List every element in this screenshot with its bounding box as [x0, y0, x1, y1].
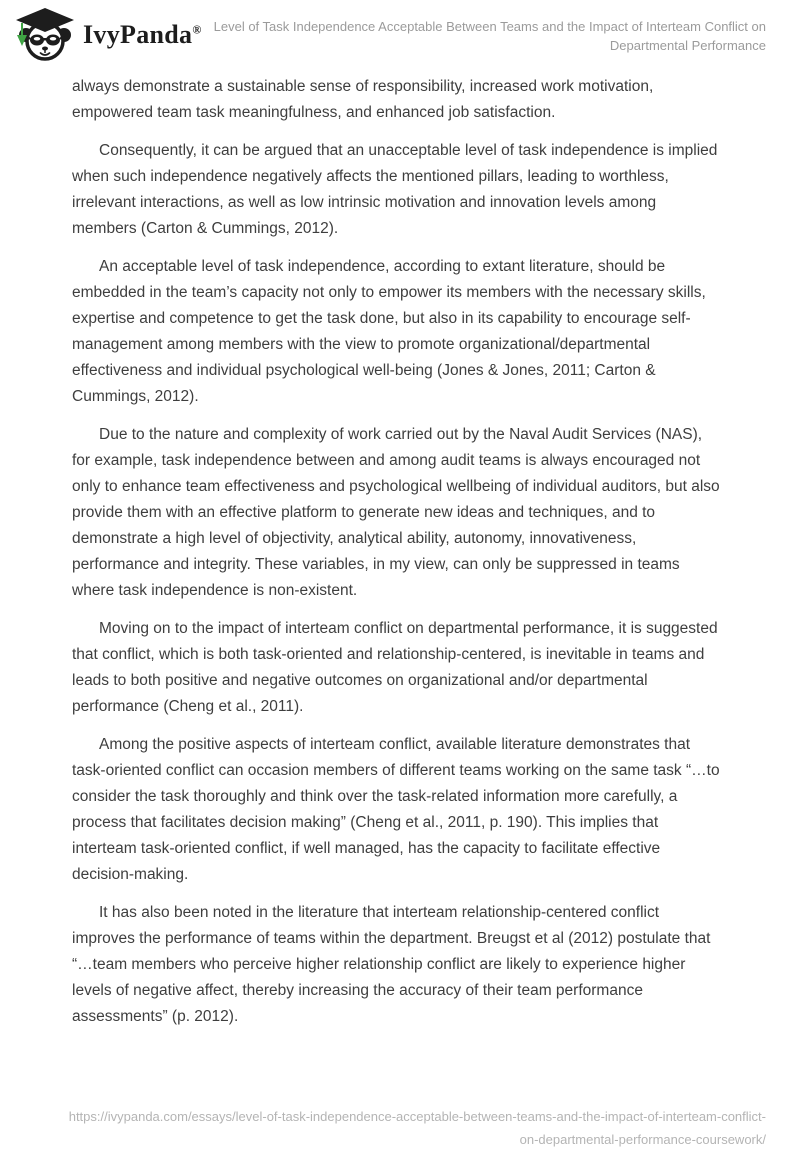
page-header: [14, 7, 766, 63]
essay-body: [72, 74, 722, 1042]
document-title: Level of Task Independence Acceptable Between Teams and the Impact of Interteam Conflict on Departmental Performance: [213, 19, 766, 53]
brand-name: IvyPanda®: [83, 20, 202, 49]
paragraph-3: An acceptable level of task independence, according to extant literature, should be embedded in the team’s capacity not only to empower its members with the necessary skills, expertise and competence to get the task done, but also in its capability to encourage self-management among members with the view to promote organizational/departmental effectiveness and individual psychological well-being (Jones & Jones, 2011; Carton & Cummings, 2012).: [72, 258, 706, 405]
panda-graduate-icon: [14, 7, 76, 63]
paragraph-1: always demonstrate a sustainable sense of responsibility, increased work motivation, empowered team task meaningfulness, and enhanced job satisfaction.: [72, 78, 654, 121]
registered-trademark: ®: [192, 22, 202, 37]
paragraph-4: Due to the nature and complexity of work carried out by the Naval Audit Services (NAS), for example, task independence between and among audit teams is always encouraged not only to enhance team effectiveness and psychological wellbeing of individual auditors, but also provide them with an effective platform to generate new ideas and techniques, and to demonstrate a high level of objectivity, analytical ability, autonomy, innovativeness, performance and integrity. These variables, in my view, can only be suppressed in teams where task independence is non-existent.: [72, 426, 720, 599]
paragraph-6: Among the positive aspects of interteam conflict, available literature demonstrates that task-oriented conflict can occasion members of different teams working on the same task “…to consider the task thoroughly and think over the task-related information more carefully, a process that facilitates decision making” (Cheng et al., 2011, p. 190). This implies that interteam task-oriented conflict, if well managed, has the capacity to facilitate effective decision-making.: [72, 736, 720, 883]
page-footer: [66, 1105, 766, 1151]
paragraph-7: It has also been noted in the literature that interteam relationship-centered conflict improves the performance of teams within the department. Breugst et al (2012) postulate that “…team members who perceive higher relationship conflict are likely to experience higher levels of negative affect, thereby increasing the accuracy of their team performance assessments” (p. 2012).: [72, 904, 711, 1025]
paragraph-5: Moving on to the impact of interteam conflict on departmental performance, it is suggested that conflict, which is both task-oriented and relationship-centered, is inevitable in teams and leads to both positive and negative outcomes on organizational and/or departmental performance (Cheng et al., 2011).: [72, 620, 718, 715]
brand: [14, 7, 202, 63]
paragraph-2: Consequently, it can be argued that an unacceptable level of task independence is implied when such independence negatively affects the mentioned pillars, leading to worthless, irrelevant interactions, as well as low intrinsic motivation and innovation levels among members (Carton & Cummings, 2012).: [72, 142, 718, 237]
source-url: https://ivypanda.com/essays/level-of-task-independence-acceptable-between-teams-and-the-impact-of-interteam-conflict-on-departmental-performance-coursework/: [68, 1109, 766, 1147]
